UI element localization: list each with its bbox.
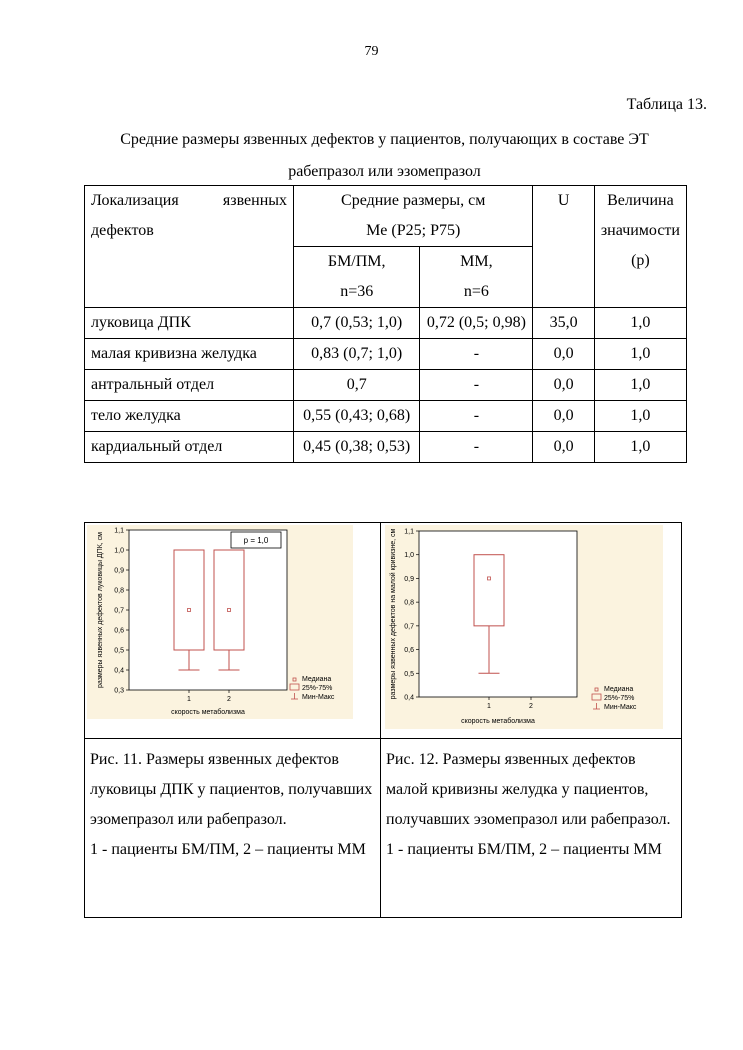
legend-iqr-label: 25%-75%: [604, 695, 635, 702]
y-tick-label: 1,1: [114, 527, 124, 535]
row-mm: -: [420, 432, 533, 463]
y-tick-label: 1,1: [404, 528, 414, 536]
figure-11-caption-cell: [85, 739, 381, 918]
header-mm-label: ММ,: [460, 253, 493, 270]
legend-median-label: Медиана: [604, 686, 634, 693]
row-p: 1,0: [594, 339, 686, 370]
y-tick-label: 0,8: [114, 587, 124, 595]
table-caption: Средние размеры язвенных дефектов у пациентов, получающих в составе ЭТ рабепразол или эзомепразол: [120, 131, 649, 180]
figure-11-note: 1 - пациенты БМ/ПМ, 2 – пациенты ММ: [90, 841, 366, 858]
row-mm: -: [420, 370, 533, 401]
figure-11-caption: [85, 739, 380, 865]
row-mm: 0,72 (0,5; 0,98): [420, 308, 533, 339]
row-bm-pm: 0,45 (0,38; 0,53): [294, 432, 420, 463]
legend-median-label: Медиана: [302, 676, 332, 683]
y-tick-label: 0,7: [404, 623, 414, 631]
table-row: [85, 370, 687, 401]
header-mm-n: n=6: [463, 283, 489, 300]
x-tick-label: 2: [529, 703, 533, 710]
figure-11-title: Рис. 11. Размеры язвенных дефектов луковицы ДПК у пациентов, получавших эзомепразол или рабепразол.: [90, 751, 373, 828]
header-mean-sizes: [294, 186, 533, 247]
figure-11-chart: [85, 523, 380, 733]
header-mean-sizes-label: Средние размеры, см: [341, 192, 486, 209]
x-tick-label: 1: [487, 703, 491, 710]
row-localization: антральный отдел: [85, 370, 294, 401]
row-bm-pm: 0,7 (0,53; 1,0): [294, 308, 420, 339]
results-table: [84, 185, 687, 463]
annotation-text: p = 1,0: [243, 536, 269, 545]
header-bm-pm-label: БМ/ПМ,: [327, 253, 386, 270]
row-bm-pm: 0,55 (0,43; 0,68): [294, 401, 420, 432]
row-p: 1,0: [594, 308, 686, 339]
header-bm-pm-n: n=36: [340, 283, 374, 300]
header-me-label: Me (P25; P75): [366, 222, 461, 239]
y-tick-label: 0,3: [114, 687, 124, 695]
row-localization: тело желудка: [85, 401, 294, 432]
legend-iqr-label: 25%-75%: [302, 685, 333, 692]
row-localization: луковица ДПК: [85, 308, 294, 339]
row-u: 35,0: [533, 308, 594, 339]
header-significance: Величина значимости (р): [594, 186, 686, 308]
row-p: 1,0: [594, 432, 686, 463]
x-axis-label: скорость метаболизма: [461, 718, 535, 725]
legend-minmax-label: Мин-Макс: [604, 704, 637, 711]
y-tick-label: 0,8: [404, 599, 414, 607]
y-tick-label: 0,6: [114, 627, 124, 635]
y-tick-label: 1,0: [404, 552, 414, 560]
table-row: [85, 401, 687, 432]
y-axis-label: размеры язвенных дефектов луковицы ДПК, см: [97, 532, 104, 688]
figure-12-chart: [381, 523, 681, 733]
legend-minmax-label: Мин-Макс: [302, 694, 335, 701]
row-u: 0,0: [533, 432, 594, 463]
header-u: U: [533, 186, 594, 308]
row-u: 0,0: [533, 370, 594, 401]
x-tick-label: 1: [187, 696, 191, 703]
x-axis-label: скорость метаболизма: [171, 709, 245, 716]
row-mm: -: [420, 339, 533, 370]
y-tick-label: 1,0: [114, 547, 124, 555]
row-p: 1,0: [594, 401, 686, 432]
figure-12-caption-cell: [381, 739, 682, 918]
table-number: Таблица 13.: [626, 96, 707, 113]
y-axis-label: размеры язвенных дефектов на малой кривизне, см: [390, 528, 397, 700]
plot-area: [419, 531, 577, 697]
y-tick-label: 0,4: [404, 694, 414, 702]
header-mm: [420, 247, 533, 308]
header-bm-pm: [294, 247, 420, 308]
table-row: [85, 339, 687, 370]
header-localization: Локализация язвенных дефектов: [85, 186, 294, 308]
page-number: 79: [364, 44, 379, 59]
y-tick-label: 0,6: [404, 647, 414, 655]
figures-caption-row: [85, 739, 682, 918]
figure-12-cell: [381, 523, 682, 739]
row-p: 1,0: [594, 370, 686, 401]
figure-12-note: 1 - пациенты БМ/ПМ, 2 – пациенты ММ: [386, 841, 662, 858]
y-tick-label: 0,9: [114, 567, 124, 575]
y-tick-label: 0,9: [404, 575, 414, 583]
row-bm-pm: 0,7: [294, 370, 420, 401]
figures-charts-row: [85, 523, 682, 739]
figure-11-cell: [85, 523, 381, 739]
x-tick-label: 2: [227, 696, 231, 703]
plot-area: [129, 530, 287, 690]
row-mm: -: [420, 401, 533, 432]
row-localization: кардиальный отдел: [85, 432, 294, 463]
row-localization: малая кривизна желудка: [85, 339, 294, 370]
figure-12-title: Рис. 12. Размеры язвенных дефектов малой кривизны желудка у пациентов, получавших эзомепразол или рабепразол.: [386, 751, 671, 828]
table-row: [85, 308, 687, 339]
row-u: 0,0: [533, 401, 594, 432]
y-tick-label: 0,5: [114, 647, 124, 655]
y-tick-label: 0,4: [114, 667, 124, 675]
y-tick-label: 0,7: [114, 607, 124, 615]
y-tick-label: 0,5: [404, 670, 414, 678]
table-row: [85, 432, 687, 463]
table-header-row: [85, 186, 687, 247]
figure-12-caption: [381, 739, 681, 865]
row-u: 0,0: [533, 339, 594, 370]
row-bm-pm: 0,83 (0,7; 1,0): [294, 339, 420, 370]
figures-table: [84, 522, 682, 918]
